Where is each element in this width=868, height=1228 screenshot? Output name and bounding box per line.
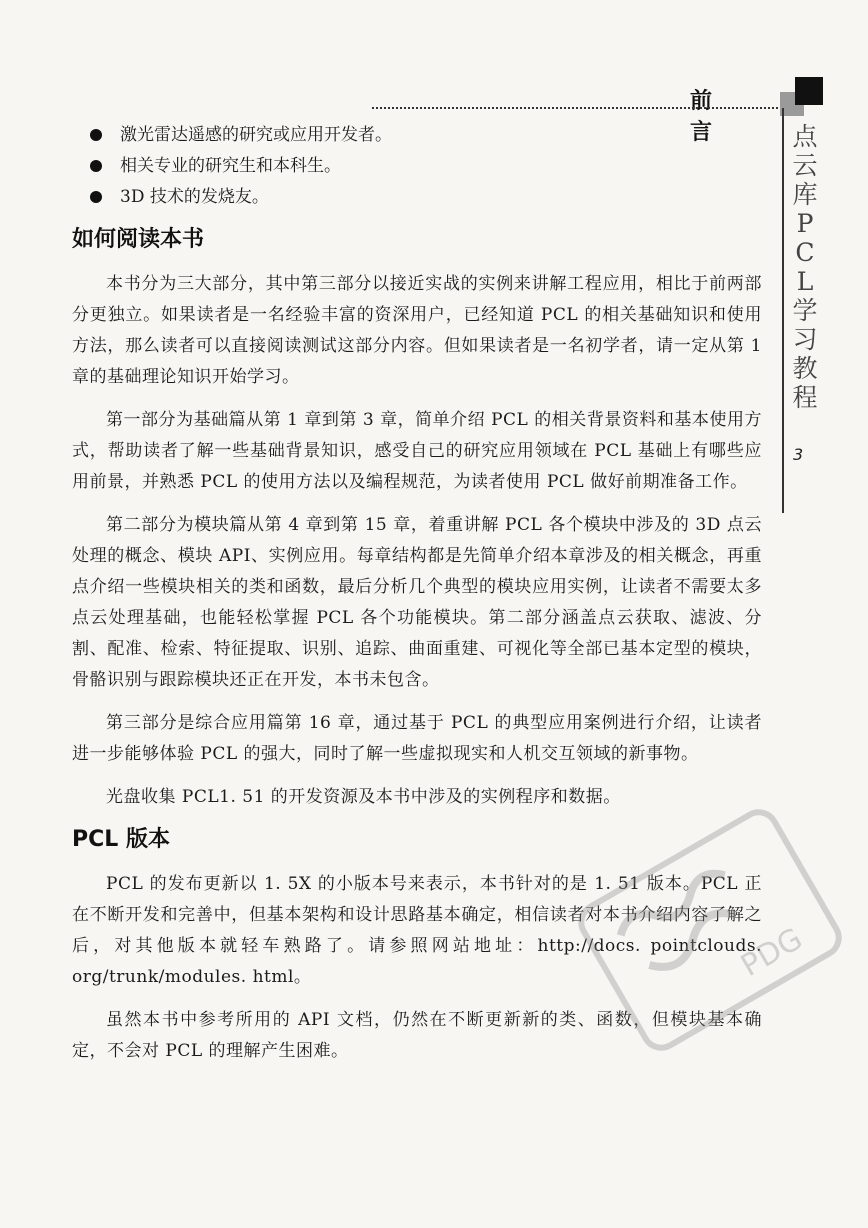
list-item — [120, 182, 762, 213]
page-number: 3 — [793, 445, 804, 464]
paragraph: 第二部分为模块篇从第 4 章到第 15 章，着重讲解 PCL 各个模块中涉及的 3D 点云处理的概念、模块 API、实例应用。每章结构都是先简单介绍本章涉及的相关概念，再重点介绍一些模块相关的类和函数，最后分析几个典型的模块应用实例，让读者不需要太多点云处理基础，也能轻松掌握 PCL 各个功能模块。第二部分涵盖点云获取、滤波、分割、配准、检索、特征提取、识别、追踪、曲面重建、可视化等全部已基本定型的模块，骨骼识别与跟踪模块还正在开发，本书未包含。 — [72, 515, 762, 690]
bullet-dot-icon — [90, 160, 102, 172]
paragraph: 本书分为三大部分，其中第三部分以接近实战的实例来讲解工程应用，相比于前两部分更独立。如果读者是一名经验丰富的资深用户，已经知道 PCL 的相关基础知识和使用方法，那么读者可以直接阅读测试这部分内容。但如果读者是一名初学者，请一定从第 1 章的基础理论知识开始学习。 — [72, 274, 762, 387]
section-heading-how-to-read: 如何阅读本书 — [72, 227, 205, 252]
header-corner-block-dark — [795, 77, 823, 105]
paragraph: 光盘收集 PCL1. 51 的开发资源及本书中涉及的实例程序和数据。 — [106, 787, 621, 807]
audience-bullet-list — [72, 120, 762, 213]
paragraph: 第三部分是综合应用篇第 16 章，通过基于 PCL 的典型应用案例进行介绍，让读者进一步能够体验 PCL 的强大，同时了解一些虚拟现实和人机交互领域的新事物。 — [72, 713, 762, 764]
list-item-text: 3D 技术的发烧友。 — [120, 187, 269, 207]
paragraph: PCL 的发布更新以 1. 5X 的小版本号来表示，本书针对的是 1. 51 版本。PCL 正在不断开发和完善中，但基本架构和设计思路基本确定，相信读者对本书介绍内容了解之后，对其他版本就轻车熟路了。请参照网站地址：http://docs. pointclouds. org/trunk/modules. html。 — [72, 874, 762, 987]
header-dotted-rule — [372, 107, 782, 109]
paragraph: 第一部分为基础篇从第 1 章到第 3 章，简单介绍 PCL 的相关背景资料和基本使用方式，帮助读者了解一些基础背景知识，感受自己的研究应用领域在 PCL 基础上有哪些应用前景，并熟悉 PCL 的使用方法以及编程规范，为读者使用 PCL 做好前期准备工作。 — [72, 410, 762, 492]
list-item-text: 激光雷达遥感的研究或应用开发者。 — [120, 125, 392, 145]
list-item-text: 相关专业的研究生和本科生。 — [120, 156, 341, 176]
bullet-dot-icon — [90, 129, 102, 141]
list-item — [120, 151, 762, 182]
list-item — [120, 120, 762, 151]
paragraph: 虽然本书中参考所用的 API 文档，仍然在不断更新新的类、函数，但模块基本确定，不会对 PCL 的理解产生困难。 — [72, 1010, 762, 1061]
section-heading-pcl-version: PCL 版本 — [72, 827, 170, 852]
side-tab-book-title: 点云库PCL学习教程 — [792, 122, 818, 412]
pdg-watermark-stamp — [570, 790, 850, 1070]
running-head: 前言 — [690, 89, 729, 145]
side-tab-rule — [782, 108, 784, 513]
watermark-text: PDG — [735, 921, 809, 984]
bullet-dot-icon — [90, 191, 102, 203]
